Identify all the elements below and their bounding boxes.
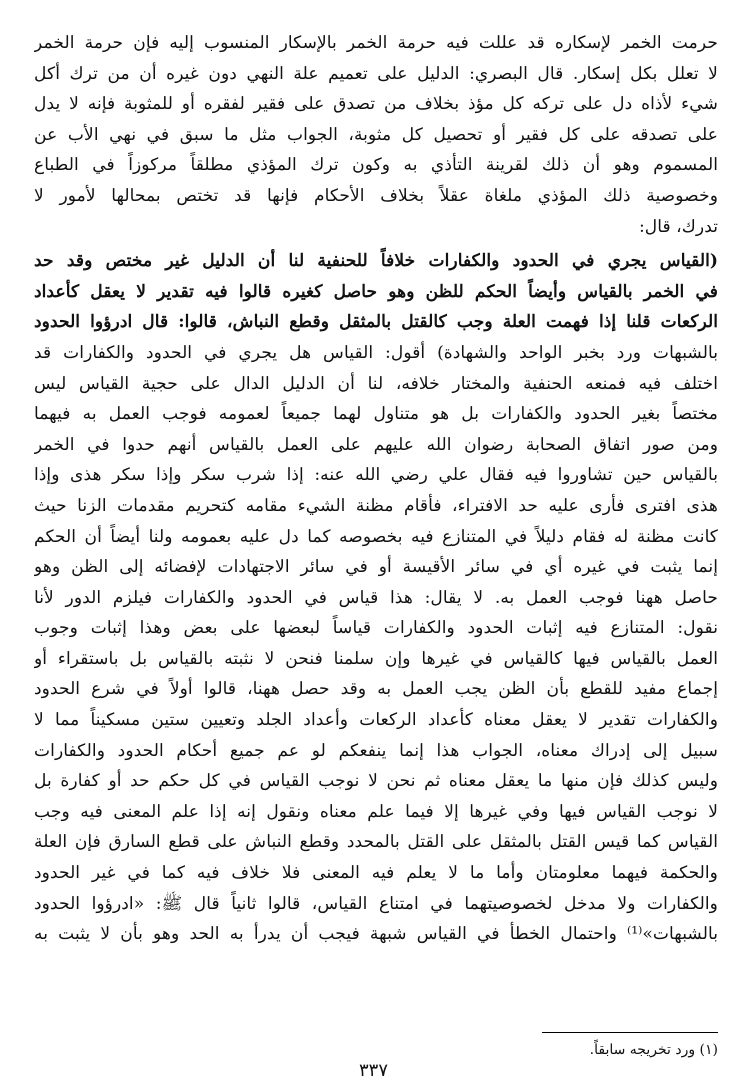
text-line: والكفارات تقدير لا يعقل معناه كأعداد الركعات وأعداد الجلد وتعيين ستين مسكيناً مما لا bbox=[34, 710, 718, 731]
text-line: المسموم وهو أن ذلك لقرينة التأذي به وكون ترك المؤذي مطلقاً مركوزاً في الطباع bbox=[34, 155, 718, 176]
text-line: سبيل إلى إدراك معناه، الجواب هذا إنما ينفعكم لو عم جميع أحكام الحدود والكفارات bbox=[34, 740, 718, 761]
footnote: (١) ورد تخريجه سابقاً. bbox=[589, 1042, 718, 1058]
text-line: لا تعلل بكل إسكار. قال البصري: الدليل على تعميم علة النهي دون غيره أن من ترك أكل bbox=[34, 63, 718, 84]
text-line: بالشبهات»⁽¹⁾ واحتمال الخطأ في القياس شبهة فيجب أن يدرأ به الحد وهو بأن لا يثبت به bbox=[34, 924, 718, 945]
text-line: وليس كذلك فإن منها ما يعقل معناه ثم نحن لا نوجب القياس في كل حكم حد أو كفارة بل bbox=[34, 771, 718, 792]
text-line-bold: الركعات قلنا إذا فهمت العلة وجب كالقتل بالمثقل وقطع النباش، قالوا: قال ادرؤوا الحدود bbox=[34, 312, 718, 333]
text-line: وخصوصية ذلك المؤذي ملغاة عقلاً بخلاف الأحكام فإنها قد تختص بمحالها لأمور لا bbox=[34, 185, 718, 206]
text-line: بالقياس حين تشاوروا فيه فقال علي رضي الله عنه: إذا شرب سكر وإذا سكر هذى وإذا bbox=[34, 465, 718, 486]
text-line: كانت مظنة له فقام دليلاً في المتنازع فيه بخصوصه كما دل عليه بعمومه ولنا أيضاً أن الحكم bbox=[34, 526, 718, 547]
text-line: هذى افترى فأرى عليه حد الافتراء، فأقام مظنة الشيء مقامه كتحريم مقدمات الزنا حيث bbox=[34, 495, 718, 516]
text-line: والحكمة فيهما معلومتان وأما ما لا يعلم فيه المعنى فلا خلاف فيه كما في غير الحدود bbox=[34, 863, 718, 884]
text-line: والكفارات ولا مدخل لخصوصيتهما في امتناع القياس، قالوا ثانياً قال ﷺ: «ادرؤوا الحدود bbox=[34, 893, 718, 914]
text-line: إنما يثبت في غيره أي في سائر الأقيسة أو في سائر الاجتهادات لإفضائه إلى الظن وهو bbox=[34, 557, 718, 578]
text-line: لا نوجب القياس فيها وفي غيرها إلا فيما علم معناه ونقول إنه إذا علم المعنى فيه وجب bbox=[34, 801, 718, 822]
text-line: إجماع مفيد للقطع بأن الظن يجب العمل به وقد حصل ههنا، قالوا أولاً في شرع الحدود bbox=[34, 679, 718, 700]
footnote-separator bbox=[542, 1032, 718, 1033]
text-line: حرمت الخمر لإسكاره قد عللت فيه حرمة الخمر بالإسكار المنسوب إليه فإن حرمة الخمر bbox=[34, 33, 718, 53]
text-line-bold: في الخمر بالقياس وأيضاً الحكم للظن وهو حاصل كغيره قالوا فيه تقدير لا يعقل كأعداد bbox=[34, 281, 718, 302]
text-line: العمل بالقياس فيها كالقياس في غيرها وإن سلمنا فنحن لا نثبته بالقياس بل باستقراء أو bbox=[34, 648, 718, 669]
text-line: حاصل ههنا فوجب العمل به. لا يقال: هذا قياس في الحدود والكفارات فيلزم الدور لأنا bbox=[34, 587, 718, 608]
text-line: على تصدقه على كل فقير أو تحصيل كل مثوبة، الجواب مثل ما سبق في نهي الأب عن bbox=[34, 124, 718, 145]
text-line-bold: (القياس يجري في الحدود والكفارات خلافاً للحنفية لنا أن الدليل غير مختص وقد حد bbox=[34, 251, 718, 272]
text-line: شيء لأذاه دل على تركه كل مؤذ بخلاف من تصدق على فقير لفقره أو للمثوبة فإنه لا يدل bbox=[34, 94, 718, 115]
text-line: بالشبهات ورد بخبر الواحد والشهادة) أقول: القياس هل يجري في الحدود والكفارات قد bbox=[34, 342, 718, 363]
page-number: ٣٣٧ bbox=[358, 1060, 388, 1081]
text-line: اختلف فيه فمنعه الحنفية والمختار خلافه، لنا أن الدليل الدال على حجية القياس ليس bbox=[34, 373, 718, 394]
text-line: تدرك، قال: bbox=[638, 216, 718, 237]
text-line: ومن صور اتفاق الصحابة رضوان الله عليهم على العمل بالقياس أنهم حدوا في الخمر bbox=[34, 434, 718, 455]
body-text bbox=[34, 28, 718, 950]
text-line: نقول: المتنازع فيه إثبات الحدود والكفارات قياساً لبعضها على بعض وهذا إثبات وجوب bbox=[34, 618, 718, 639]
text-line: القياس كما قيس القتل بالمثقل على القتل بالمحدد وقطع النباش على قطع السارق فإن العلة bbox=[34, 832, 718, 853]
text-line: مختصاً بغير الحدود والكفارات بل هو متناول لهما جميعاً لعمومه فوجب العمل به فيهما bbox=[34, 404, 718, 425]
